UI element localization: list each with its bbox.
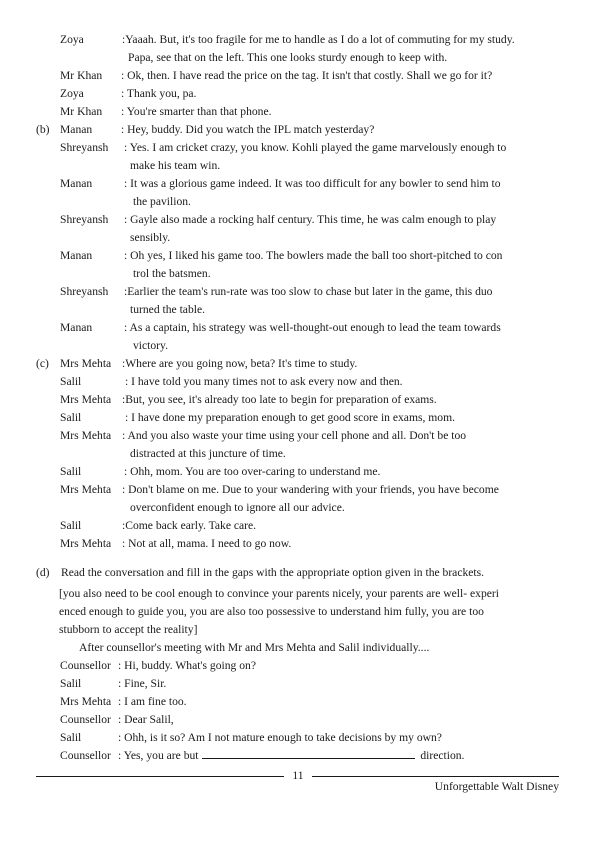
line-text: :Come back early. Take care.	[122, 519, 257, 532]
options-line: stubborn to accept the reality]	[59, 623, 198, 636]
speaker: Salil	[60, 375, 82, 388]
speaker: Salil	[60, 731, 82, 744]
speaker: Mrs Mehta	[60, 695, 112, 708]
line-text: : Dear Salil,	[118, 713, 174, 726]
speaker: Zoya	[60, 33, 84, 46]
line-text: : Don't blame on me. Due to your wandering with your friends, you have become	[122, 483, 499, 496]
footer-rule-left	[36, 776, 284, 777]
page-number: 11	[292, 769, 304, 782]
speaker: Shreyansh	[60, 285, 109, 298]
speaker: Manan	[60, 123, 93, 136]
line-text: : Oh yes, I liked his game too. The bowlers made the ball too short-pitched to con	[124, 249, 503, 262]
speaker: Mr Khan	[60, 105, 103, 118]
speaker: Mrs Mehta	[60, 483, 112, 496]
line-continuation: make his team win.	[130, 159, 221, 172]
line-text: : Fine, Sir.	[118, 677, 167, 690]
line-continuation: victory.	[133, 339, 168, 352]
speaker: Mrs Mehta	[60, 537, 112, 550]
line-text: : Gayle also made a rocking half century. This time, he was calm enough to play	[124, 213, 497, 226]
line-text: : You're smarter than that phone.	[121, 105, 272, 118]
line-text: : Hey, buddy. Did you watch the IPL match yesterday?	[121, 123, 375, 136]
speaker: Mrs Mehta	[60, 357, 112, 370]
line-text: : Ohh, is it so? Am I not mature enough to take decisions by my own?	[118, 731, 442, 744]
line-text: : And you also waste your time using your cell phone and all. Don't be too	[122, 429, 467, 442]
speaker: Salil	[60, 677, 82, 690]
line-text: : I have done my preparation enough to get good score in exams, mom.	[125, 411, 456, 424]
speaker: Counsellor	[60, 713, 111, 726]
line-text: :Yaaah. But, it's too fragile for me to handle as I do a lot of commuting for my study.	[122, 33, 515, 46]
line-continuation: trol the batsmen.	[133, 267, 211, 280]
speaker: Counsellor	[60, 659, 111, 672]
speaker: Salil	[60, 411, 82, 424]
intro-line: After counsellor's meeting with Mr and Mrs Mehta and Salil individually....	[79, 641, 430, 654]
line-text: :Where are you going now, beta? It's time to study.	[122, 357, 358, 370]
instruction-text: Read the conversation and fill in the gaps with the appropriate option given in the brackets.	[61, 566, 485, 579]
speaker: Mrs Mehta	[60, 429, 112, 442]
speaker: Mr Khan	[60, 69, 103, 82]
speaker: Manan	[60, 177, 93, 190]
speaker: Counsellor	[60, 749, 111, 762]
line-text: : Yes. I am cricket crazy, you know. Kohli played the game marvelously enough to	[124, 141, 507, 154]
footer-rule-right	[312, 776, 559, 777]
section-marker: (c)	[36, 357, 49, 370]
speaker: Salil	[60, 519, 82, 532]
speaker: Zoya	[60, 87, 84, 100]
answer-blank	[202, 749, 415, 759]
line-text: : I am fine too.	[118, 695, 187, 708]
line-text	[118, 749, 464, 763]
line-continuation: sensibly.	[130, 231, 171, 244]
speaker: Mrs Mehta	[60, 393, 112, 406]
line-continuation: overconfident enough to ignore all our advice.	[130, 501, 345, 514]
line-text-before-blank: : Yes, you are but	[118, 749, 199, 762]
line-continuation: turned the table.	[130, 303, 206, 316]
line-text: : It was a glorious game indeed. It was too difficult for any bowler to send him to	[124, 177, 501, 190]
section-marker: (b)	[36, 123, 50, 136]
line-text: : As a captain, his strategy was well-thought-out enough to lead the team towards	[124, 321, 501, 334]
speaker: Shreyansh	[60, 213, 109, 226]
line-text: : Not at all, mama. I need to go now.	[122, 537, 292, 550]
speaker: Salil	[60, 465, 82, 478]
line-continuation: distracted at this juncture of time.	[130, 447, 286, 460]
speaker: Manan	[60, 249, 93, 262]
line-continuation: the pavilion.	[133, 195, 191, 208]
speaker: Manan	[60, 321, 93, 334]
line-text: :Earlier the team's run-rate was too slow to chase but later in the game, this duo	[124, 285, 493, 298]
line-text: : Ok, then. I have read the price on the tag. It isn't that costly. Shall we go for it?	[121, 69, 493, 82]
line-text: : Thank you, pa.	[121, 87, 197, 100]
speaker: Shreyansh	[60, 141, 109, 154]
options-line: [you also need to be cool enough to convince your parents nicely, your parents are well- experi	[59, 587, 499, 600]
line-text: : Hi, buddy. What's going on?	[118, 659, 256, 672]
line-text: : Ohh, mom. You are too over-caring to understand me.	[124, 465, 381, 478]
book-title: Unforgettable Walt Disney	[434, 780, 559, 793]
section-marker: (d)	[36, 566, 50, 579]
line-continuation: Papa, see that on the left. This one looks sturdy enough to keep with.	[128, 51, 448, 64]
line-text: : I have told you many times not to ask every now and then.	[125, 375, 403, 388]
options-line: enced enough to guide you, you are also too possessive to understand him fully, you are too	[59, 605, 484, 618]
line-text: :But, you see, it's already too late to begin for preparation of exams.	[122, 393, 437, 406]
line-text-after-blank: direction.	[420, 749, 465, 762]
